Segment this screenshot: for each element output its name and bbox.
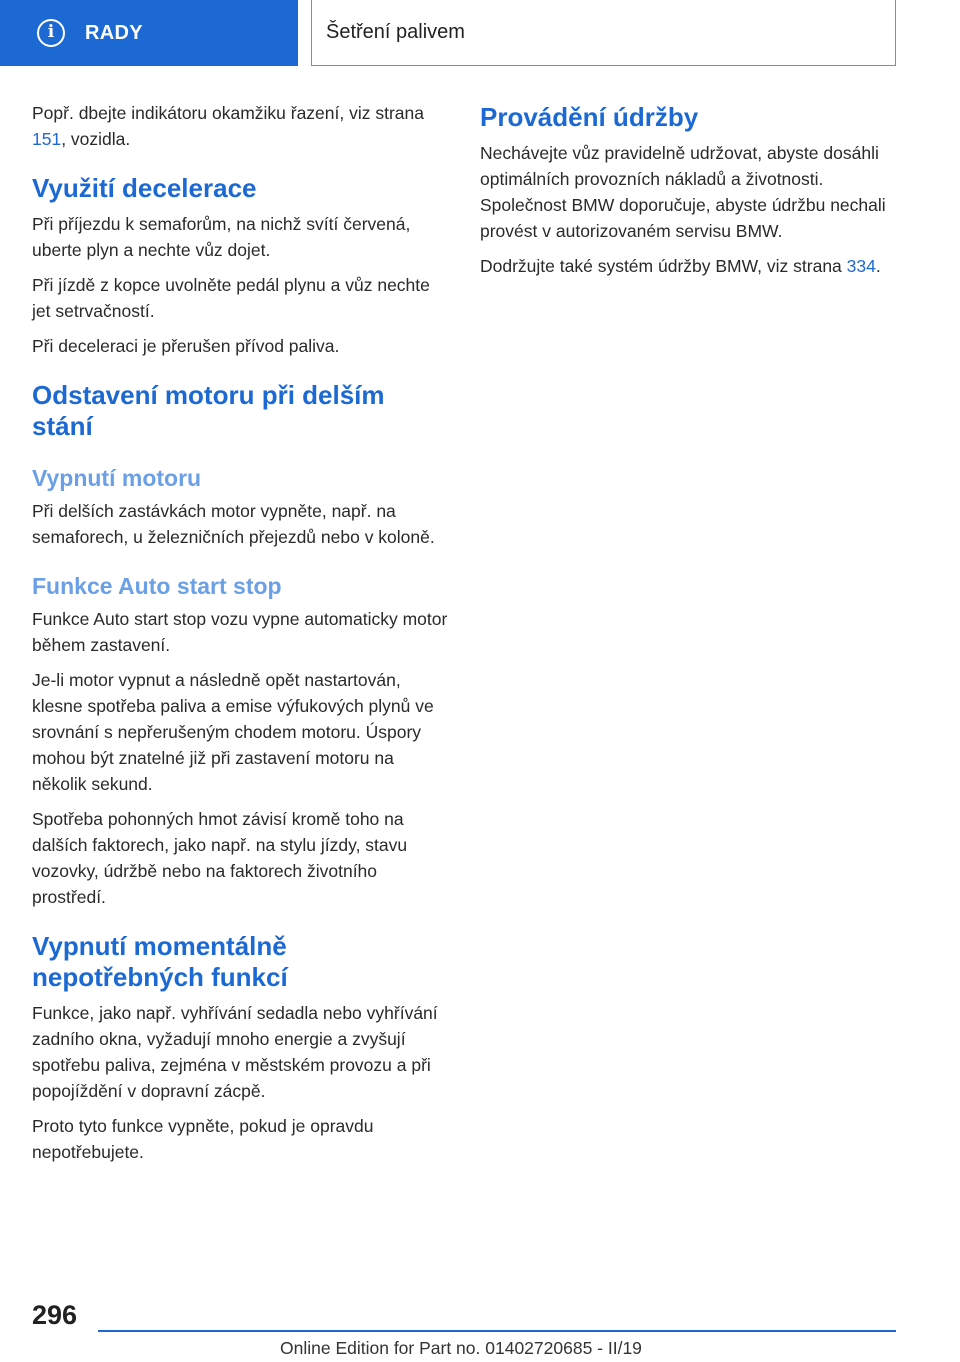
right-column xyxy=(480,100,900,288)
paragraph: Funkce, jako např. vyhřívání sedadla nebo vyhřívání zadního okna, vyžadují mnoho energie a zvyšují spotřebu paliva, zejména v městském provozu a při popojíždění v dopravní zácpě. xyxy=(32,1003,438,1101)
subheading-auto-start-stop: Funkce Auto start stop xyxy=(32,573,282,599)
intro-paragraph: Popř. dbejte indikátoru okamžiku řazení, viz strana 151, vozidla. xyxy=(32,103,424,149)
info-icon: i xyxy=(37,19,65,47)
paragraph: Při deceleraci je přerušen přívod paliva. xyxy=(32,336,340,356)
footer-divider xyxy=(98,1330,896,1332)
paragraph: Dodržujte také systém údržby BMW, viz strana 334. xyxy=(480,256,881,276)
paragraph: Nechávejte vůz pravidelně udržovat, abyste dosáhli optimálních provozních nákladů a životnosti. Společnost BMW doporučuje, abyste údržbu nechali provést v autorizovaném servisu BMW. xyxy=(480,143,886,241)
section-tab[interactable] xyxy=(0,0,298,66)
subheading-engine-off: Vypnutí motoru xyxy=(32,465,202,491)
paragraph: Při delších zastávkách motor vypněte, např. na semaforech, u železničních přejezdů nebo v koloně. xyxy=(32,501,435,547)
paragraph: Při příjezdu k semaforům, na nichž svítí červená, uberte plyn a nechte vůz dojet. xyxy=(32,214,411,260)
heading-engine-stop: Odstavení motoru při delším stání xyxy=(32,380,385,441)
paragraph: Proto tyto funkce vypněte, pokud je opravdu nepotřebujete. xyxy=(32,1116,374,1162)
paragraph: Při jízdě z kopce uvolněte pedál plynu a vůz nechte jet setrvačností. xyxy=(32,275,430,321)
paragraph: Funkce Auto start stop vozu vypne automaticky motor během zastavení. xyxy=(32,609,448,655)
chapter-header xyxy=(311,0,896,66)
edition-note: Online Edition for Part no. 01402720685 - II/19 xyxy=(280,1338,642,1358)
heading-deceleration: Využití decelerace xyxy=(32,173,257,203)
paragraph: Spotřeba pohonných hmot závisí kromě toho na dalších faktorech, jako např. na stylu jízdy, stavu vozovky, údržbě nebo na faktorech životního prostředí. xyxy=(32,809,408,907)
left-column xyxy=(32,100,450,1174)
page-link-151[interactable]: 151 xyxy=(32,129,62,149)
page-link-334[interactable]: 334 xyxy=(846,256,876,276)
paragraph: Je-li motor vypnut a následně opět nastartován, klesne spotřeba paliva a emise výfukových plynů ve srovnání s nepřerušeným chodem motoru. Úspory mohou být znatelné již při zastavení motoru na několik sekund. xyxy=(32,670,434,794)
chapter-title: Šetření palivem xyxy=(326,21,465,43)
page-number: 296 xyxy=(32,1300,78,1330)
section-label: RADY xyxy=(85,21,143,44)
heading-unneeded-functions: Vypnutí momentálně nepotřebných funkcí xyxy=(32,931,288,992)
heading-maintenance: Provádění údržby xyxy=(480,102,699,132)
